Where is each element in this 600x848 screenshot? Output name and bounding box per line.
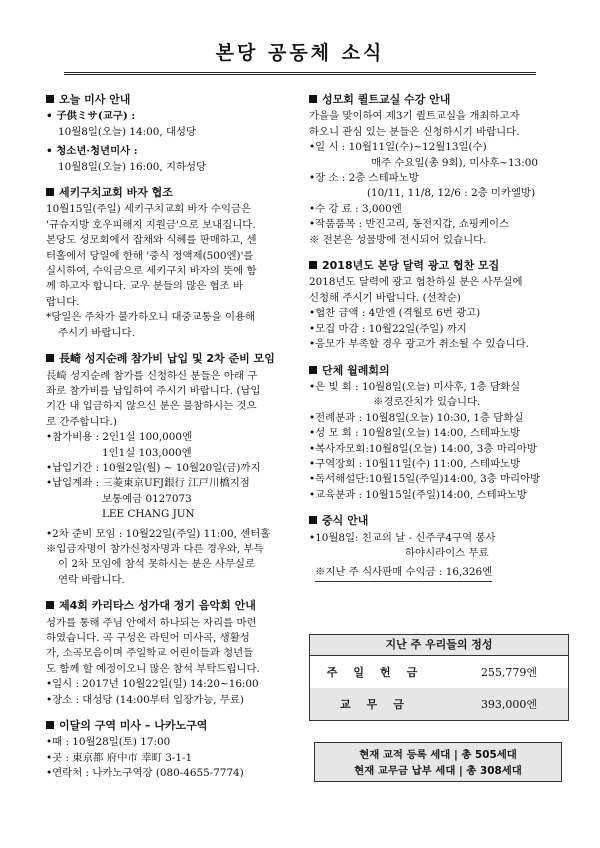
meeting-item: •전례분과 : 10월8일(오늘) 10:30, 1층 담화실 (309, 411, 524, 424)
square-bullet-icon (46, 95, 54, 103)
meeting-item: •교육분과 : 10월15일(주일)14:00, 스테파노방 (309, 488, 527, 501)
date-line-2: 매주 수요일(총 9회), 미사후~13:00 (371, 156, 538, 169)
text-line: '규슈지방 호우피해지 지원금'으로 보내집니다. (46, 218, 256, 231)
place-line-2: (10/11, 11/8, 12/6 : 2층 미카엘방) (367, 187, 536, 200)
account-line: •납입계좌 : 三菱東京UFJ銀行 江戸川橋지점 (46, 477, 250, 490)
fee-line: •참가비용 : 2인1실 100,000엔 (46, 431, 192, 444)
text-line: 신청해 주시기 바랍니다. (선착순) (309, 291, 461, 304)
square-bullet-icon (46, 188, 54, 196)
text-line: 長崎 성지순례 참가를 신청하신 분들은 아래 구 (46, 369, 258, 382)
note: ※ 전본은 성물방에 전시되어 있습니다. (309, 233, 487, 246)
text-line: 도 함께 할 예정이오니 많은 참석 부탁드립니다. (46, 662, 260, 675)
text-line: 기간 내 입금하지 않으신 분은 불참하시는 것으 (46, 400, 257, 413)
works-line: •작품품목 : 반진고리, 동전지갑, 쇼핑케이스 (309, 218, 510, 231)
place-line: •장소 : 대성당 (14:00부터 입장가능, 무료) (46, 693, 244, 706)
household-notice-box (314, 742, 562, 782)
place-line: •장 소 : 2층 스테파노방 (309, 172, 419, 185)
section-pilgrimage (46, 351, 308, 588)
section-district (46, 718, 308, 782)
section-quilt (309, 92, 567, 248)
square-bullet-icon (309, 516, 317, 524)
section-title: 長崎 성지순례 참가비 납입 및 2차 준비 모임 (59, 352, 275, 366)
section-bazaar (46, 185, 308, 341)
section-lunch (309, 513, 567, 582)
notice-line: 현재 교무금 납부 세대 | 총 308세대 (354, 765, 522, 777)
right-column (309, 92, 567, 592)
meeting-item: •구역장회 : 10월11일(수) 11:00, 스테파노방 (309, 457, 521, 470)
fee-line: •수 강 료 : 3,000엔 (309, 202, 402, 215)
kids-mass-time: 10월8일(오늘) 14:00, 대성당 (58, 125, 197, 138)
stats-value: 393,000엔 (480, 698, 538, 711)
meeting-item: •은 빛 회 : 10월8일(오늘) 미사후, 1층 담화실 (309, 380, 521, 393)
lunch-line-2: 하야시라이스 무료 (405, 546, 489, 559)
note: •응모가 부족할 경우 광고가 취소될 수 있습니다. (309, 338, 529, 351)
text-line: 가을을 맞이하여 제3기 퀼트교실을 개최하고자 (309, 110, 520, 123)
meeting-item: •독서해설단:10월15일(주일)14:00, 3층 마리아방 (309, 473, 541, 486)
text-line: 하였습니다. 곡 구성은 라틴어 미사곡, 생활성 (46, 632, 250, 644)
youth-mass-time: 10월8일(오늘) 16:00, 지하성당 (58, 160, 207, 173)
contact-line: •연락처 : 나카노구역장 (080-4655-7774) (46, 767, 244, 780)
square-bullet-icon (46, 354, 54, 362)
text-line: 본당도 성모회에서 잡채와 식혜를 판매하고, 센 (46, 234, 257, 247)
period-line: •납입기간 : 10월2일(월) ~ 10월20일(금)까지 (46, 461, 261, 474)
section-title: 중식 안내 (322, 514, 369, 528)
stats-row (310, 688, 568, 720)
account-line-3: LEE CHANG JUN (102, 508, 195, 521)
lunch-income: ※지난 주 식사판매 수익금 : 16,326엔 (315, 565, 492, 581)
stats-label: 교무금 (340, 698, 420, 711)
offering-stats-table (309, 634, 569, 721)
stats-label: 주일헌금 (326, 666, 434, 679)
notice-line: 현재 교적 등록 세대 | 총 505세대 (359, 749, 517, 761)
note: 연락 바랍니다. (58, 573, 125, 586)
text-line: 성가를 통해 주님 안에서 하나되는 자리를 마련 (46, 616, 257, 629)
section-title: 이달의 구역 미사 – 나카노구역 (59, 719, 208, 733)
square-bullet-icon (46, 601, 54, 609)
lunch-line: •10월8일: 친교의 날 - 신주쿠4구역 봉사 (309, 531, 496, 544)
text-line: 께 하고자 합니다. 교우 분들의 많은 협조 바 (46, 280, 244, 293)
text-line: 하오니 관심 있는 분들은 신청하시기 바랍니다. (309, 125, 520, 138)
square-bullet-icon (46, 721, 54, 729)
text-line: 랍니다. (46, 295, 80, 308)
title-box (64, 36, 536, 75)
meeting-item: •복사자모회:10월8일(오늘) 14:00, 3층 마리아방 (309, 442, 537, 455)
section-title: 2018년도 본당 달력 광고 협찬 모집 (322, 259, 500, 273)
where-line: •곳 : 東京都 府中市 幸町 3-1-1 (46, 751, 193, 764)
deadline-line: •모집 마감 : 10월22일(주일) 까지 (309, 322, 467, 335)
section-title: 세키구치교회 바자 협조 (59, 186, 173, 200)
fee-line-2: 1인1실 103,000엔 (102, 446, 192, 459)
text-line: 좌로 참가비를 납입하여 주시기 바랍니다. (납입 (46, 384, 261, 397)
section-meetings (309, 363, 567, 504)
stats-value: 255,779엔 (480, 666, 538, 679)
text-line: 10월15일(주일) 세키구치교회 바자 수익금은 (46, 203, 252, 216)
section-title: 제4회 카리타스 성가대 정기 음악회 안내 (59, 599, 256, 613)
stats-row (310, 656, 568, 688)
section-concert (46, 598, 308, 708)
account-line-2: 보통예금 0127073 (102, 492, 192, 505)
section-title: 성모회 퀼트교실 수강 안내 (322, 93, 451, 106)
youth-mass-label: • 청소년·청년미사 : (46, 145, 138, 158)
section-calendar (309, 258, 567, 352)
date-line: •일 시 : 10월11일(수)~12월13일(수) (309, 141, 487, 154)
square-bullet-icon (309, 95, 317, 103)
text-line: 가, 소곡모음이며 주일학교 어린이들과 청년들 (46, 647, 254, 660)
kids-mass-label: • 子供ミサ(교구) : (46, 110, 136, 123)
date-line: •일시 : 2017년 10월22일(일) 14:20~16:00 (46, 678, 259, 691)
page-title: 본당 공동체 소식 (215, 42, 385, 64)
note: *당일은 주차가 불가하오니 대중교통을 이용해 (46, 311, 256, 324)
note: 주시기 바랍니다. (58, 326, 135, 339)
section-title: 오늘 미사 안내 (59, 93, 131, 106)
section-mass (46, 92, 308, 175)
note: ※입금자명이 참가신청자명과 다른 경우와, 부득 (46, 542, 264, 555)
stats-title: 지난 주 우리들의 정성 (310, 635, 568, 656)
meeting-item: ※경로잔치가 있습니다. (373, 396, 481, 409)
left-column (46, 92, 308, 792)
text-line: 실시하여, 수익금으로 세키구치 바자의 뜻에 함 (46, 265, 257, 278)
text-line: 터홀에서 당일에 한해 '중식 정액제(500엔)'를 (46, 249, 254, 262)
price-line: •협찬 금액 : 4만엔 (격월로 6번 광고) (309, 307, 481, 320)
square-bullet-icon (309, 366, 317, 374)
note: 이 2차 모임에 참석 못하시는 분은 사무실로 (58, 558, 256, 571)
when-line: •때 : 10월28일(토) 17:00 (46, 736, 171, 749)
meeting-line: •2차 준비 모임 : 10월22일(주일) 11:00, 센터홀 (46, 527, 271, 540)
meeting-item: •성 모 회 : 10월8일(오늘) 14:00, 스테파노방 (309, 427, 521, 440)
section-title: 단체 월례회의 (322, 363, 390, 377)
text-line: 2018년도 달력에 광고 협찬하실 분은 사무실에 (309, 276, 523, 289)
text-line: 로 간주합니다.) (46, 415, 117, 428)
square-bullet-icon (309, 261, 317, 269)
